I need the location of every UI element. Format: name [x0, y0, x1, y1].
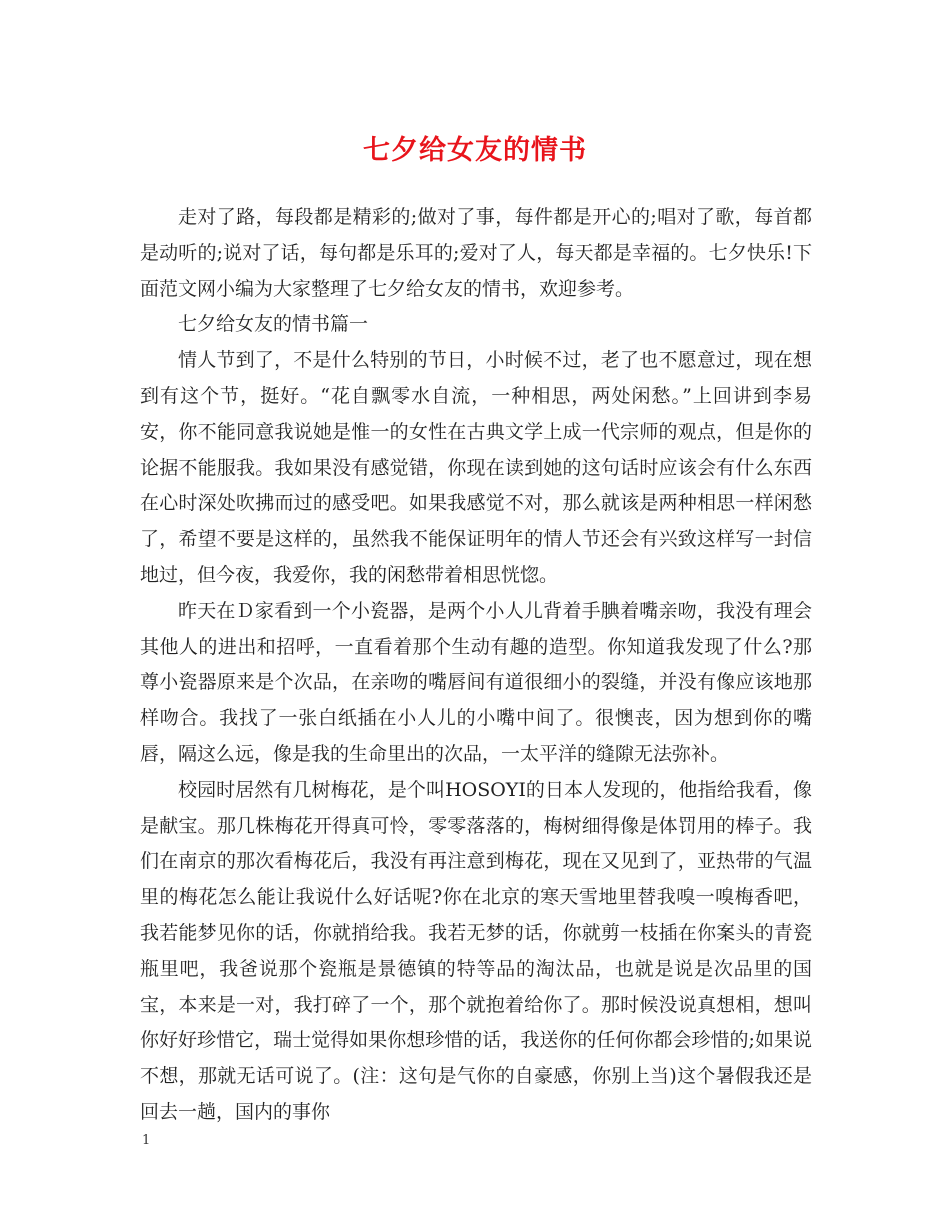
letter-paragraph-1: 情人节到了，不是什么特别的节日，小时候不过，老了也不愿意过，现在想到有这个节，挺好。“花自飘零水自流，一种相思，两处闲愁。”上回讲到李易安，你不能同意我说她是惟一的女性在古典文学上成一代宗师的观点，但是你的论据不能服我。我如果没有感觉错，你现在读到她的这句话时应该会有什么东西在心时深处吹拂而过的感受吧。如果我感觉不对，那么就该是两种相思一样闲愁了，希望不要是这样的，虽然我不能保证明年的情人节还会有兴致这样写一封信地过，但今夜，我爱你，我的闲愁带着相思恍惚。 [140, 349, 812, 586]
intro-paragraph: 走对了路，每段都是精彩的;做对了事，每件都是开心的;唱对了歌，每首都是动听的;说对了话，每句都是乐耳的;爱对了人，每天都是幸福的。七夕快乐!下面范文网小编为大家整理了七夕给女友的情书，欢迎参考。 [140, 206, 812, 300]
letter-paragraph-2: 昨天在Ｄ家看到一个小瓷器，是两个小人儿背着手腆着嘴亲吻，我没有理会其他人的进出和招呼，一直看着那个生动有趣的造型。你知道我发现了什么?那尊小瓷器原来是个次品，在亲吻的嘴唇间有道很细小的裂缝，并没有像应该地那样吻合。我找了一张白纸插在小人儿的小嘴中间了。很懊丧，因为想到你的嘴唇，隔这么远，像是我的生命里出的次品，一太平洋的缝隙无法弥补。 [140, 599, 812, 765]
document-title: 七夕给女友的情书 [363, 135, 587, 166]
section-heading: 七夕给女友的情书篇一 [178, 313, 369, 336]
page-number: 1 [142, 1133, 151, 1148]
letter-paragraph-3: 校园时居然有几树梅花，是个叫HOSOYI的日本人发现的，他指给我看，像是献宝。那几株梅花开得真可怜，零零落落的，梅树细得像是体罚用的棒子。我们在南京的那次看梅花后，我没有再注意到梅花，现在又见到了，亚热带的气温里的梅花怎么能让我说什么好话呢?你在北京的寒天雪地里替我嗅一嗅梅香吧，我若能梦见你的话，你就捎给我。我若无梦的话，你就剪一枝插在你案头的青瓷瓶里吧，我爸说那个瓷瓶是景德镇的特等品的淘汰品，也就是说是次品里的国宝，本来是一对，我打碎了一个，那个就抱着给你了。那时候没说真想相，想叫你好好珍惜它，瑞士觉得如果你想珍惜的话，我送你的任何你都会珍惜的;如果说不想，那就无话可说了。(注：这句是气你的自豪感，你别上当)这个暑假我还是回去一趟，国内的事你 [140, 778, 812, 1123]
document-body [140, 200, 812, 1131]
